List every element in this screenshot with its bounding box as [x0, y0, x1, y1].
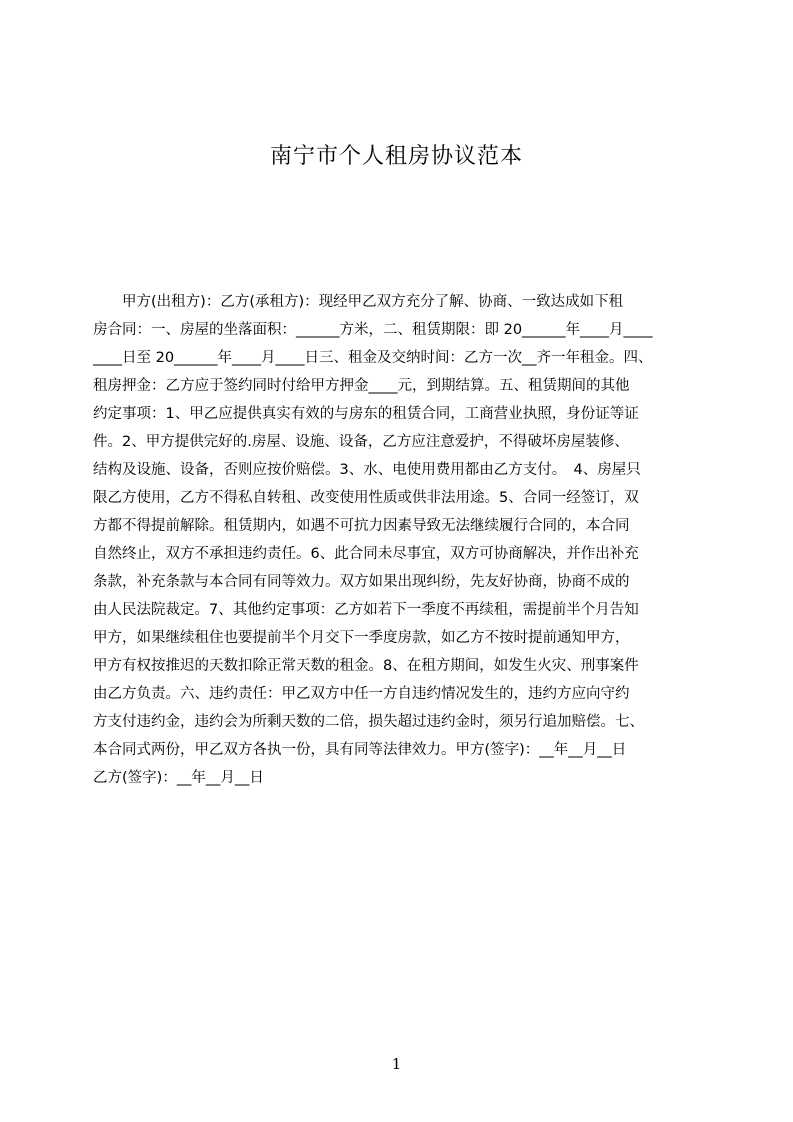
body-line: 件。2、甲方提供完好的.房屋、设施、设备，乙方应注意爱护，不得破坏房屋装修、 [93, 434, 629, 450]
page-number: 1 [391, 1055, 402, 1073]
contract-body [93, 288, 699, 792]
body-line: 甲方，如果继续租住也要提前半个月交下一季度房款，如乙方不按时提前通知甲方， [93, 630, 630, 646]
body-line: 租房押金：乙方应于签约同时付给甲方押金____元，到期结算。五、租赁期间的其他 [93, 378, 630, 394]
body-line: 由乙方负责。六、违约责任：甲乙双方中任一方自违约情况发生的，违约方应向守约 [93, 686, 630, 702]
body-line: 自然终止，双方不承担违约责任。6、此合同未尽事宜，双方可协商解决，并作出补充 [93, 546, 639, 562]
document-title: 南宁市个人租房协议范本 [269, 144, 523, 169]
body-line: 本合同式两份，甲乙双方各执一份，具有同等法律效力。甲方(签字)：__年__月__日 [93, 742, 627, 758]
body-line: 由人民法院裁定。7、其他约定事项：乙方如若下一季度不再续租，需提前半个月告知 [93, 602, 639, 618]
body-line: 条款，补充条款与本合同有同等效力。双方如果出现纠纷，先友好协商，协商不成的 [93, 574, 630, 590]
body-line: ____日至 20______年____月____日三、租金及交纳时间：乙方一次__齐一年租金。四、 [93, 350, 653, 366]
body-line: 限乙方使用，乙方不得私自转租、改变使用性质或供非法用途。5、合同一经签订，双 [93, 490, 639, 506]
body-line: 结构及设施、设备，否则应按价赔偿。3、水、电使用费用都由乙方支付。 4、房屋只 [93, 462, 641, 478]
body-line: 乙方(签字)：__年__月__日 [93, 770, 264, 786]
body-line: 房合同：一、房屋的坐落面积：______方米，二、租赁期限：即 20______年____月____ [93, 322, 653, 338]
body-line: 方支付违约金，违约会为所剩天数的二倍，损失超过违约金时，须另行追加赔偿。七、 [93, 714, 644, 730]
body-line: 甲方有权按推迟的天数扣除正常天数的租金。8、在租方期间，如发生火灾、刑事案件 [93, 658, 639, 674]
body-line: 甲方(出租方)：乙方(承租方)：现经甲乙双方充分了解、协商、一致达成如下租 [93, 294, 624, 310]
body-line: 约定事项：1、甲乙应提供真实有效的与房东的租赁合同，工商营业执照，身份证等证 [93, 406, 639, 422]
body-line: 方都不得提前解除。租赁期内，如遇不可抗力因素导致无法继续履行合同的，本合同 [93, 518, 630, 534]
